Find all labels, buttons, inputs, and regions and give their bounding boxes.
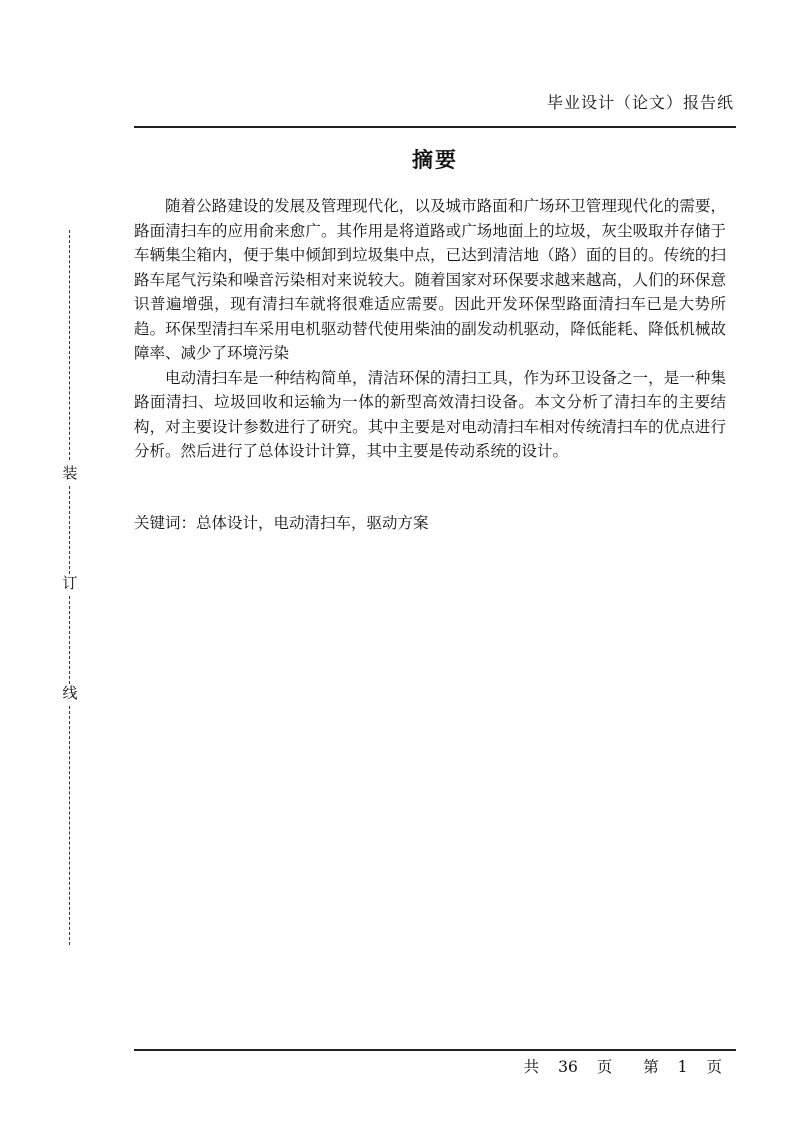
abstract-paragraph: 随着公路建设的发展及管理现代化，以及城市路面和广场环卫管理现代化的需要，路面清扫车的应用俞来愈广。其作用是将道路或广场地面上的垃圾，灰尘吸取并存储于车辆集尘箱内，便于集中倾卸到垃圾集中点，已达到清洁地（路）面的目的。传统的扫路车尾气污染和噪音污染相对来说较大。随着国家对环保要求越来越高，人们的环保意识普遍增强，现有清扫车就将很难适应需要。因此开发环保型路面清扫车已是大势所趋。环保型清扫车采用电机驱动替代使用柴油的副发动机驱动，降低能耗、降低机械故障率、减少了环境污染 — [134, 197, 726, 362]
binding-mark-ding: 订 — [58, 574, 82, 592]
binding-dash-segment — [69, 706, 70, 945]
binding-dash-segment — [69, 230, 70, 460]
header-rule — [134, 126, 736, 128]
current-prefix: 第 — [643, 1058, 659, 1076]
binding-mark-xian: 线 — [58, 684, 82, 702]
page-counter — [524, 1055, 722, 1077]
binding-dash-segment — [69, 486, 70, 574]
abstract-paragraph: 电动清扫车是一种结构简单，清洁环保的清扫工具，作为环卫设备之一，是一种集路面清扫、垃圾回收和运输为一体的新型高效清扫设备。本文分析了清扫车的主要结构，对主要设计参数进行了研究。其中主要是对电动清扫车相对传统清扫车的优点进行分析。然后进行了总体设计计算，其中主要是传动系统的设计。 — [134, 368, 726, 460]
binding-dash-segment — [69, 596, 70, 684]
keywords-line: 关键词：总体设计，电动清扫车，驱动方案 — [134, 514, 429, 532]
binding-line — [58, 230, 82, 945]
current-suffix: 页 — [706, 1058, 722, 1076]
total-pages: 36 — [558, 1058, 578, 1076]
current-page: 1 — [677, 1058, 688, 1076]
binding-mark-zhuang: 装 — [58, 464, 82, 482]
report-paper-header: 毕业设计（论文）报告纸 — [546, 93, 734, 112]
abstract-title: 摘要 — [412, 148, 458, 172]
total-suffix: 页 — [596, 1058, 613, 1076]
total-prefix: 共 — [523, 1058, 540, 1076]
footer-rule — [134, 1049, 736, 1051]
abstract-body — [134, 194, 726, 464]
